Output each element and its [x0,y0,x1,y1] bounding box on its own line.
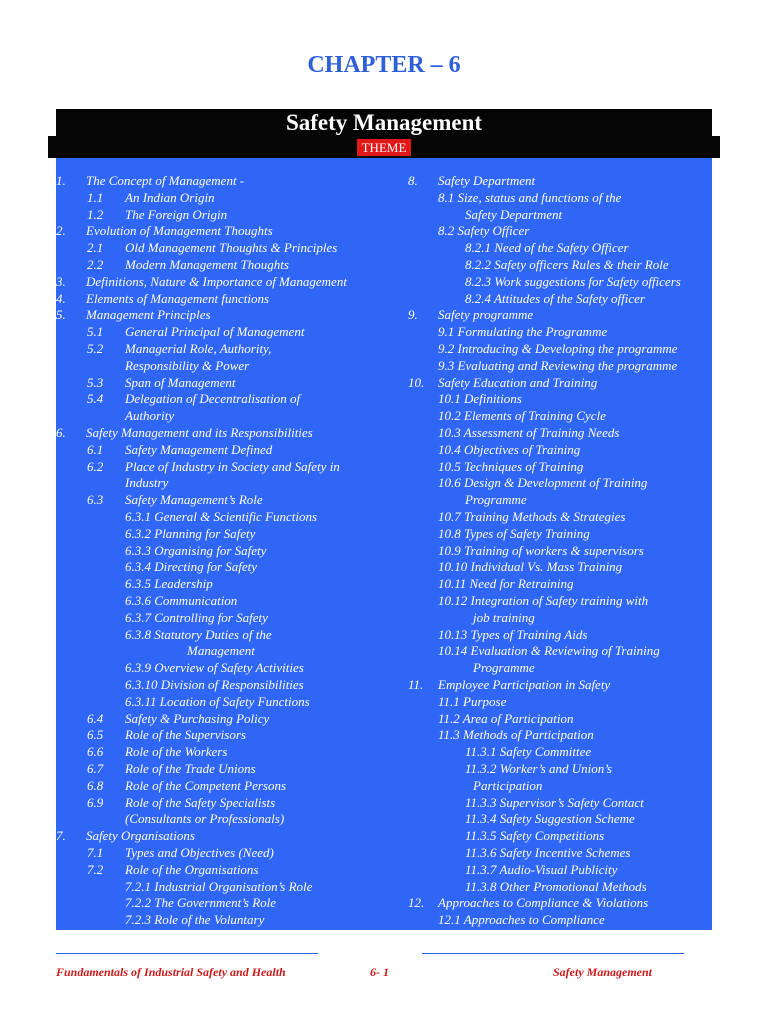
toc-entry-text: 12.1 Approaches to Compliance [438,912,605,928]
toc-entry-number: 7. [56,828,66,844]
toc-entry-text: 10.7 Training Methods & Strategies [438,509,626,524]
toc-entry-text: Safety Department [465,206,563,222]
toc-entry-text: 11.3.6 Safety Incentive Schemes [465,845,631,860]
toc-entry-number: 1. [56,173,66,188]
toc-entry-text: 8.1 Size, status and functions of the [438,189,622,205]
toc-entry-number: 7.1 [87,845,104,860]
toc-entry-text: 7.2.2 The Government’s Role [125,895,277,911]
toc-entry-number: 2.1 [87,240,104,256]
toc-entry-number: 2. [56,223,66,239]
toc-entry-text: 11.3.5 Safety Competitions [465,828,605,844]
toc-entry-text: (Consultants or Professionals) [125,811,285,827]
toc-entry-number: 6.3 [87,492,104,508]
toc-entry-text: 11.3.7 Audio-Visual Publicity [465,861,618,877]
toc-entry-text: Safety Organisations [86,828,195,844]
toc-entry-text: 7.2.1 Industrial Organisation’s Role [125,878,313,894]
chapter-heading: CHAPTER – 6 [307,52,461,78]
toc-entry-text: Authority [125,408,175,424]
toc-entry-text: Elements of Management functions [86,290,270,306]
toc-entry-text: Managerial Role, Authority, [125,341,272,356]
footer-book-title: Fundamentals of Industrial Safety and Health [56,965,286,979]
toc-entry-text: Role of the Workers [125,744,228,760]
toc-entry-text: Industry [125,475,169,491]
footer-page-number: 6- 1 [370,965,389,979]
toc-entry-text: 6.3.3 Organising for Safety [125,542,267,558]
toc-entry-text: Types and Objectives (Need) [125,845,274,860]
toc-entry-text: 10.5 Techniques of Training [438,458,584,474]
toc-entry-text: Participation [473,777,543,793]
toc-entry-text: 10.6 Design & Development of Training [438,475,648,491]
toc-entry-text: 10.10 Individual Vs. Mass Training [438,559,623,575]
toc-entry-number: 10. [408,374,425,390]
toc-entry-text: 8.2.1 Need of the Safety Officer [465,240,629,256]
toc-entry-text: 11.2 Area of Participation [438,710,574,726]
toc-entry-text: 6.3.9 Overview of Safety Activities [125,660,304,676]
toc-entry-number: 6.1 [87,441,104,457]
toc-entry-text: Span of Management [125,374,236,390]
toc-entry-text: 9.2 Introducing & Developing the programme [438,341,678,356]
toc-entry-text: 10.2 Elements of Training Cycle [438,408,606,424]
toc-entry-text: 10.14 Evaluation & Reviewing of Training [438,643,660,659]
toc-entry-text: Management [187,643,255,659]
toc-entry-text: 10.11 Need for Retraining [438,576,574,592]
toc-entry-number: 3. [56,273,66,289]
toc-entry-text: Definitions, Nature & Importance of Management [86,273,347,289]
toc-entry-number: 8. [408,173,418,188]
toc-entry-text: Delegation of Decentralisation of [125,391,301,407]
toc-entry-number: 5.4 [87,391,104,407]
toc-entry-number: 12. [408,895,425,911]
footer-section-name: Safety Management [553,965,652,979]
toc-entry-text: 10.4 Objectives of Training [438,441,581,457]
toc-entry-text: Role of the Competent Persons [125,777,287,793]
toc-entry-number: 6.8 [87,777,104,793]
toc-entry-text: 10.12 Integration of Safety training with [438,593,649,608]
toc-entry-text: 10.3 Assessment of Training Needs [438,425,620,440]
toc-entry-text: 8.2.2 Safety officers Rules & their Role [465,257,669,272]
toc-entry-text: 11.3 Methods of Participation [438,727,594,743]
toc-entry-text: 6.3.8 Statutory Duties of the [125,626,272,642]
toc-entry-text: 10.9 Training of workers & supervisors [438,542,644,558]
toc-entry-text: 10.8 Types of Safety Training [438,525,590,541]
toc-entry-text: 6.3.7 Controlling for Safety [125,609,268,625]
toc-entry-text: The Concept of Management - [86,173,245,188]
toc-entry-number: 1.2 [87,206,104,222]
toc-entry-text: 11.3.4 Safety Suggestion Scheme [465,811,635,827]
toc-entry-text: Evolution of Management Thoughts [86,223,273,239]
toc-entry-text: Management Principles [86,307,211,323]
toc-entry-text: 8.2 Safety Officer [438,223,530,239]
footer-rule-left [56,953,318,954]
toc-entry-text: 9.1 Formulating the Programme [438,324,608,340]
toc-entry-text: 9.3 Evaluating and Reviewing the programme [438,357,678,373]
toc-entry-text: Safety Department [438,173,536,188]
toc-entry-text: Safety & Purchasing Policy [125,710,270,726]
toc-entry-text: job training [473,609,535,625]
toc-entry-text: Role of the Safety Specialists [125,794,276,810]
toc-entry-text: Programme [465,492,527,508]
toc-entry-number: 6.4 [87,710,104,726]
toc-entry-number: 5.2 [87,341,104,356]
toc-entry-number: 9. [408,307,418,323]
theme-label: THEME [357,139,411,156]
toc-entry-text: 6.3.2 Planning for Safety [125,525,256,541]
toc-entry-text: 11.1 Purpose [438,693,507,709]
toc-entry-number: 6.2 [87,458,104,474]
toc-entry-text: Role of the Trade Unions [125,761,256,776]
toc-entry-text: 6.3.1 General & Scientific Functions [125,509,318,524]
toc-entry-number: 7.2 [87,861,104,877]
toc-entry-text: Modern Management Thoughts [125,257,289,272]
toc-entry-text: 10.13 Types of Training Aids [438,626,588,642]
toc-entry-number: 2.2 [87,257,104,272]
toc-entry-text: The Foreign Origin [125,206,228,222]
toc-entry-text: 11.3.8 Other Promotional Methods [465,878,647,894]
toc-entry-text: Old Management Thoughts & Principles [125,240,338,256]
toc-entry-text: An Indian Origin [125,189,215,205]
toc-entry-number: 6.7 [87,761,104,776]
toc-entry-number: 1.1 [87,189,104,205]
toc-entry-number: 11. [408,677,424,692]
toc-entry-text: Approaches to Compliance & Violations [438,895,649,911]
toc-entry-number: 5. [56,307,66,323]
toc-entry-number: 6. [56,425,66,440]
toc-entry-number: 6.6 [87,744,104,760]
toc-entry-text: 6.3.4 Directing for Safety [125,559,258,575]
toc-entry-number: 6.5 [87,727,104,743]
toc-entry-text: Safety Management’s Role [125,492,263,508]
toc-entry-text: 7.2.3 Role of the Voluntary [125,912,265,928]
toc-entry-text: Role of the Supervisors [125,727,246,743]
toc-entry-text: 6.3.5 Leadership [125,576,213,592]
toc-entry-text: 6.3.6 Communication [125,593,238,608]
toc-entry-number: 5.3 [87,374,104,390]
toc-entry-text: 8.2.3 Work suggestions for Safety officers [465,273,681,289]
toc-entry-text: 6.3.10 Division of Responsibilities [125,677,304,692]
toc-entry-text: Safety Management Defined [125,441,273,457]
toc-entry-number: 5.1 [87,324,104,340]
footer-rule-right [422,953,684,954]
toc-entry-text: Safety Management and its Responsibilities [86,425,313,440]
toc-entry-text: Safety Education and Training [438,374,598,390]
toc-entry-text: Role of the Organisations [125,861,259,877]
toc-entry-text: Place of Industry in Society and Safety in [125,458,340,474]
toc-entry-text: 11.3.2 Worker’s and Union’s [465,761,612,776]
toc-entry-text: Employee Participation in Safety [438,677,611,692]
toc-entry-text: General Principal of Management [125,324,305,340]
toc-entry-text: 11.3.3 Supervisor’s Safety Contact [465,794,644,810]
toc-entry-text: Programme [473,660,535,676]
toc-entry-text: Safety programme [438,307,534,323]
toc-entry-text: 10.1 Definitions [438,391,522,407]
toc-entry-text: Responsibility & Power [125,357,250,373]
toc-entry-text: 6.3.11 Location of Safety Functions [125,693,310,709]
toc-entry-text: 8.2.4 Attitudes of the Safety officer [465,290,645,306]
toc-entry-text: 11.3.1 Safety Committee [465,744,592,760]
toc-entry-number: 6.9 [87,794,104,810]
toc-entry-number: 4. [56,290,66,306]
section-title: Safety Management [56,109,712,136]
